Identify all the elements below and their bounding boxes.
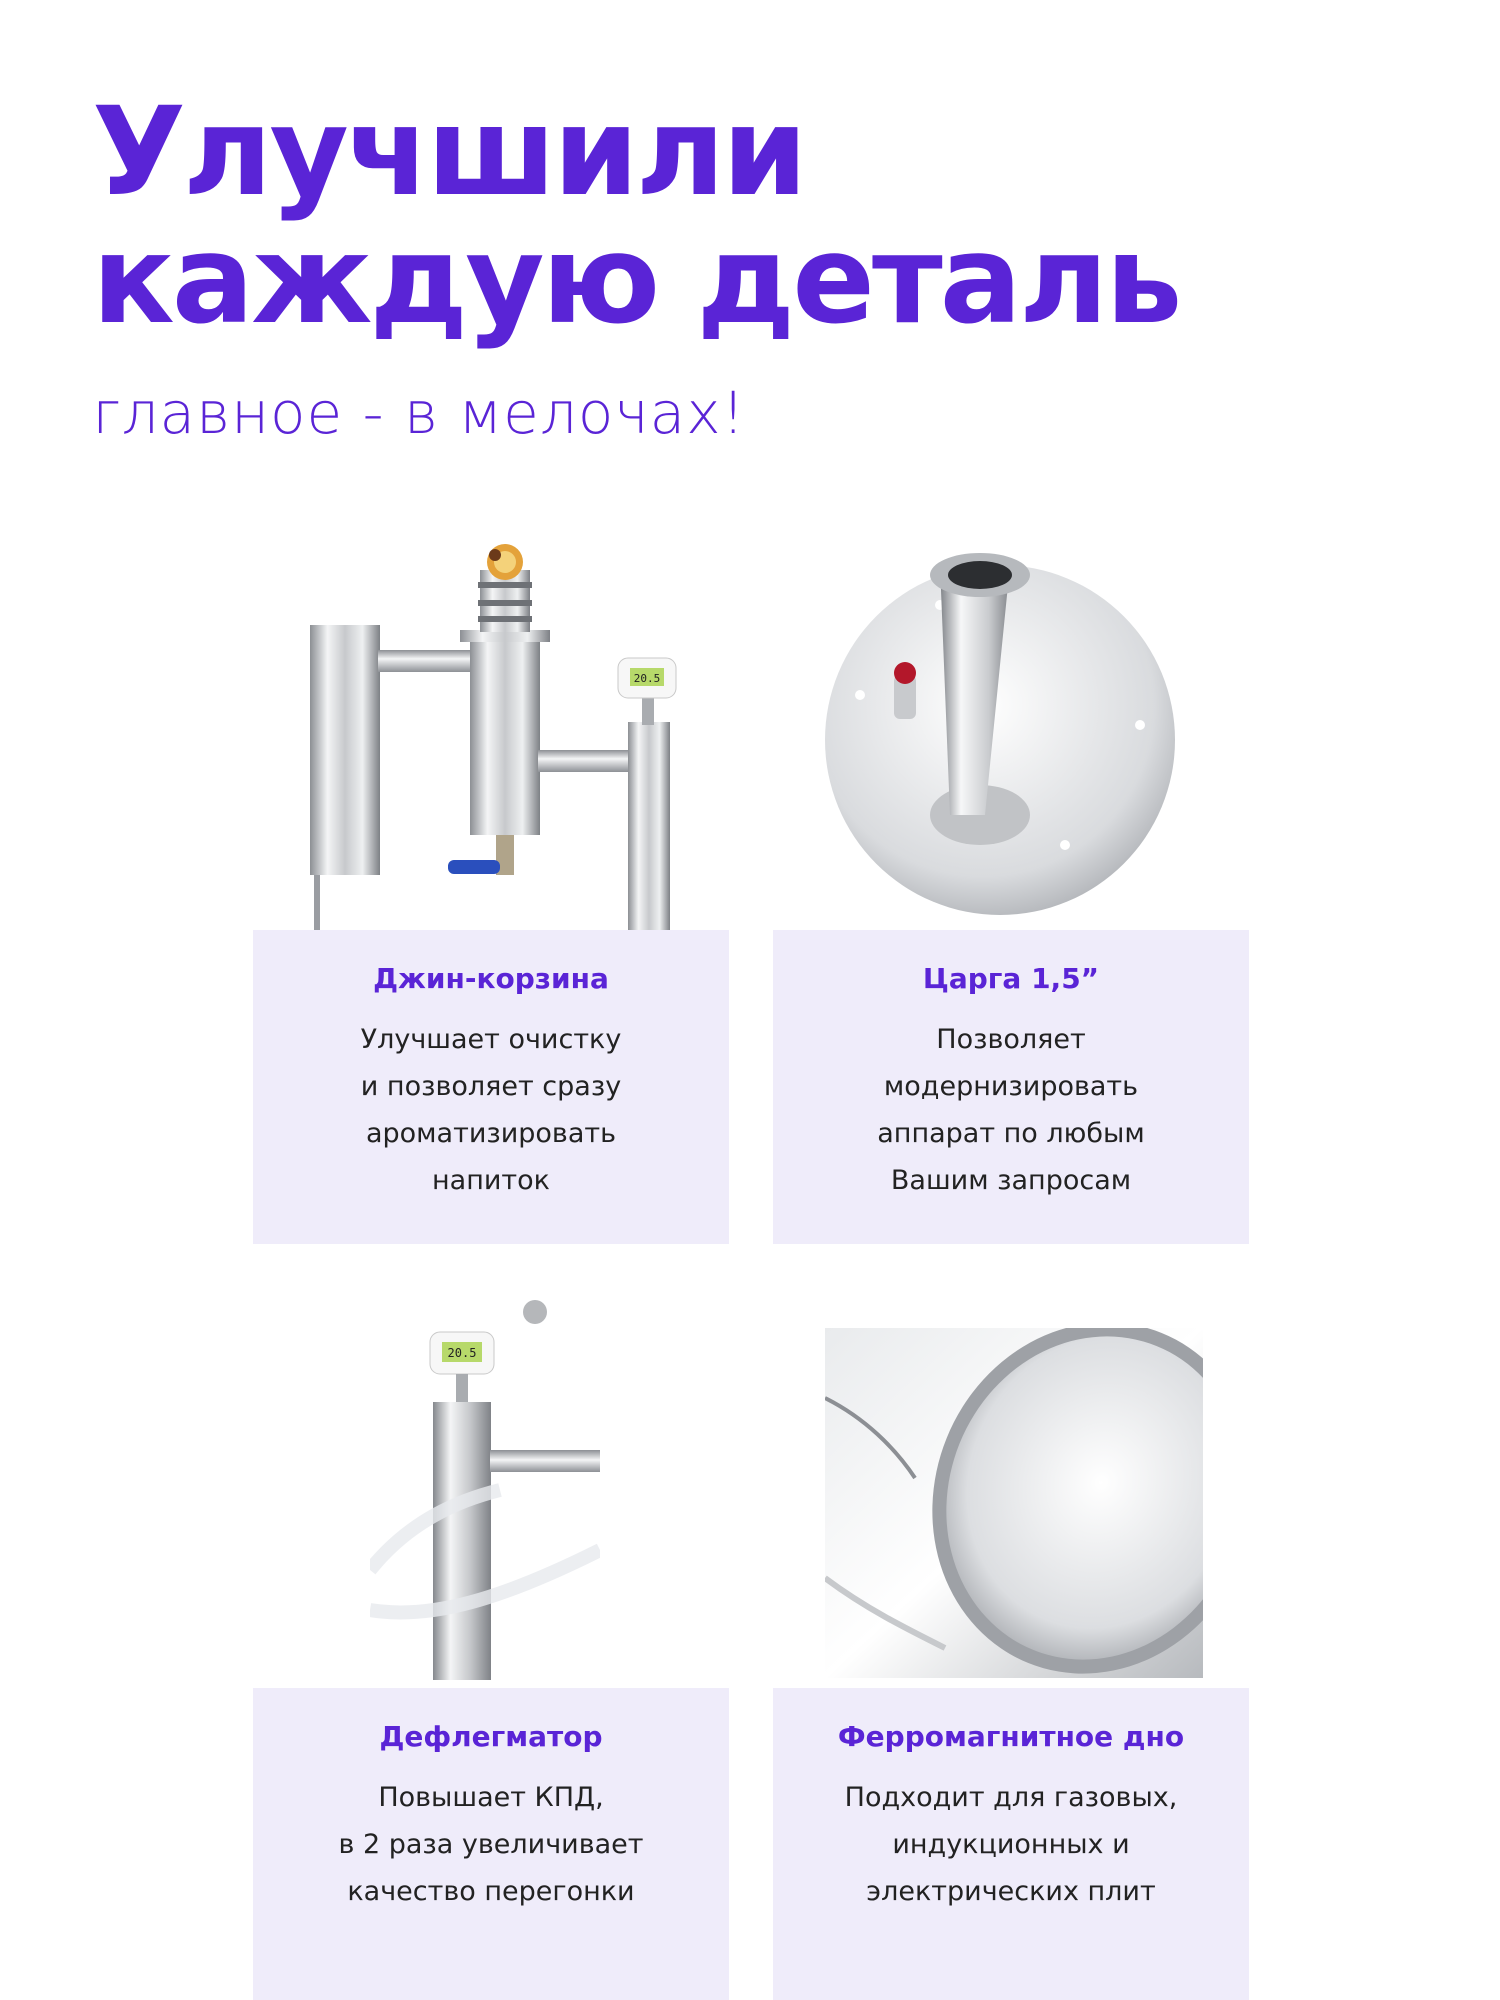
card-description (311, 1016, 671, 1204)
column-lid-image (820, 545, 1180, 920)
card-text-line: Улучшает очистку (360, 1024, 622, 1055)
feature-card-gin-basket (253, 930, 729, 1244)
card-text-line: напиток (432, 1165, 550, 1196)
card-text-line: Вашим запросам (890, 1165, 1132, 1196)
card-text-line: модернизировать (883, 1071, 1139, 1102)
card-text-line: аппарат по любым (877, 1118, 1145, 1149)
card-text-line: ароматизировать (365, 1118, 617, 1149)
title-line-2: каждую деталь (92, 209, 1180, 351)
feature-card-dephlegmator (253, 1688, 729, 2000)
card-text-line: Позволяет (936, 1024, 1086, 1055)
card-text-line: качество перегонки (347, 1876, 635, 1907)
page-title (92, 81, 1392, 351)
dephlegmator-illustration (370, 1290, 600, 1680)
title-line-1: Улучшили (92, 81, 805, 223)
feature-card-ferromagnetic-bottom (773, 1688, 1249, 2000)
card-description (831, 1774, 1191, 1915)
card-title: Дефлегматор (379, 1720, 603, 1753)
thermometer-display: 20.5 (633, 672, 661, 685)
feature-card-column (773, 930, 1249, 1244)
card-text-line: Повышает КПД, (378, 1782, 604, 1813)
column-lid-illustration (820, 545, 1180, 920)
card-description (311, 1774, 671, 1915)
gin-basket-illustration (300, 540, 680, 930)
card-text-line: и позволяет сразу (360, 1071, 622, 1102)
card-title: Царга 1,5” (922, 962, 1100, 995)
dephlegmator-image (370, 1290, 600, 1680)
card-text-line: в 2 раза увеличивает (338, 1829, 644, 1860)
ferromagnetic-bottom-illustration (825, 1328, 1203, 1678)
thermometer-display: 20.5 (447, 1346, 477, 1360)
gin-basket-image (300, 540, 680, 930)
card-title: Джин-корзина (373, 962, 609, 995)
card-title: Ферромагнитное дно (837, 1720, 1185, 1753)
page-subtitle: главное - в мелочах! (92, 379, 746, 447)
card-description (831, 1016, 1191, 1204)
card-text-line: Подходит для газовых, (844, 1782, 1178, 1813)
card-text-line: индукционных и (892, 1829, 1130, 1860)
ferromagnetic-bottom-image (825, 1328, 1203, 1678)
card-text-line: электрических плит (866, 1876, 1156, 1907)
